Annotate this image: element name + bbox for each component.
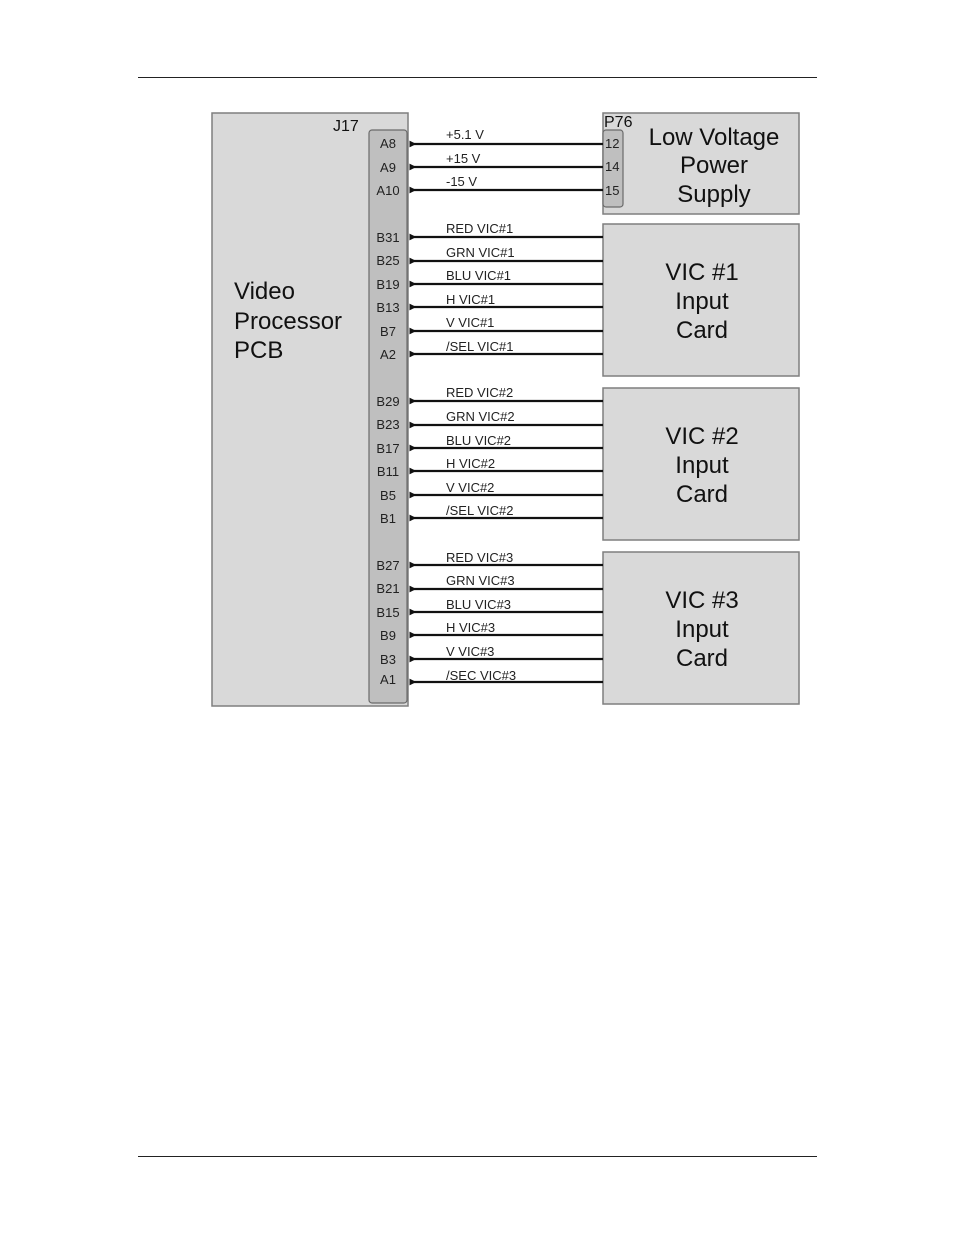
power-supply-title-line-2: Power [679, 152, 749, 179]
signal-label: GRN VIC#1 [446, 245, 515, 260]
signal-label: RED VIC#2 [446, 385, 514, 400]
signal-label: -15 V [446, 174, 478, 189]
signal-label: H VIC#3 [446, 620, 496, 635]
vic-card-title-line-3: Card [675, 317, 729, 344]
power-signal-row [376, 174, 619, 198]
signal-label: V VIC#3 [446, 644, 495, 659]
pin-label: A8 [380, 136, 396, 151]
signal-label: BLU VIC#1 [446, 268, 512, 283]
vic-card-title-line-3: Card [675, 481, 729, 508]
vic-card-1 [376, 221, 799, 376]
signal-label: V VIC#1 [446, 315, 495, 330]
j17-label: J17 [333, 118, 359, 135]
pin-label: B7 [380, 324, 396, 339]
pin-label: B23 [376, 417, 400, 432]
signal-label: +15 V [446, 151, 481, 166]
pin-label: B1 [380, 511, 396, 526]
signal-label: RED VIC#1 [446, 221, 514, 236]
pin-label: B13 [376, 300, 400, 315]
pin-label: B15 [376, 605, 400, 620]
power-signal-row [380, 127, 619, 151]
pin-label: B25 [376, 253, 400, 268]
vic-card-title-line-2: Input [675, 452, 729, 479]
pin-label: B19 [376, 277, 400, 292]
signal-label: GRN VIC#2 [446, 409, 515, 424]
supply-pin-label: 15 [605, 183, 620, 198]
signal-label: +5.1 V [446, 127, 484, 142]
pin-label: B27 [376, 558, 400, 573]
signal-label: /SEL VIC#1 [446, 339, 514, 354]
power-signal-row [380, 151, 619, 175]
pin-label: A1 [380, 672, 396, 687]
pin-label: A10 [376, 183, 400, 198]
pin-label: A9 [380, 160, 396, 175]
pin-label: B17 [376, 441, 400, 456]
supply-pin-label: 12 [605, 136, 620, 151]
signal-label: V VIC#2 [446, 480, 495, 495]
pin-label: B5 [380, 488, 396, 503]
video-processor-title-line-3: PCB [234, 337, 284, 364]
pin-label: B3 [380, 652, 396, 667]
pin-label: A2 [380, 347, 396, 362]
vic-card-3 [376, 550, 799, 704]
power-supply-title-line-1: Low Voltage [648, 124, 780, 151]
video-processor-title-line-1: Video [234, 278, 295, 305]
signal-label: RED VIC#3 [446, 550, 514, 565]
signal-label: BLU VIC#3 [446, 597, 512, 612]
supply-pin-label: 14 [605, 159, 620, 174]
vic-card-title-line-2: Input [675, 616, 729, 643]
power-supply-title-line-3: Supply [677, 181, 751, 208]
pin-label: B31 [376, 230, 400, 245]
vic-card-title-line-3: Card [675, 645, 729, 672]
pin-label: B21 [376, 581, 400, 596]
vic-card-title-line-1: VIC #3 [665, 587, 739, 614]
vic-card-2 [376, 385, 799, 540]
video-processor-title-line-2: Processor [234, 308, 343, 335]
signal-label: H VIC#2 [446, 456, 496, 471]
signal-label: GRN VIC#3 [446, 573, 515, 588]
p76-label: P76 [604, 114, 633, 131]
pin-label: B9 [380, 628, 396, 643]
vic-card-title-line-1: VIC #1 [665, 259, 739, 286]
pin-label: B11 [376, 464, 400, 479]
vic-card-title-line-2: Input [675, 288, 729, 315]
pin-label: B29 [376, 394, 400, 409]
signal-label: H VIC#1 [446, 292, 496, 307]
vic-card-title-line-1: VIC #2 [665, 423, 739, 450]
signal-label: BLU VIC#2 [446, 433, 512, 448]
signal-label: /SEL VIC#2 [446, 503, 514, 518]
signal-label: /SEC VIC#3 [446, 668, 517, 683]
